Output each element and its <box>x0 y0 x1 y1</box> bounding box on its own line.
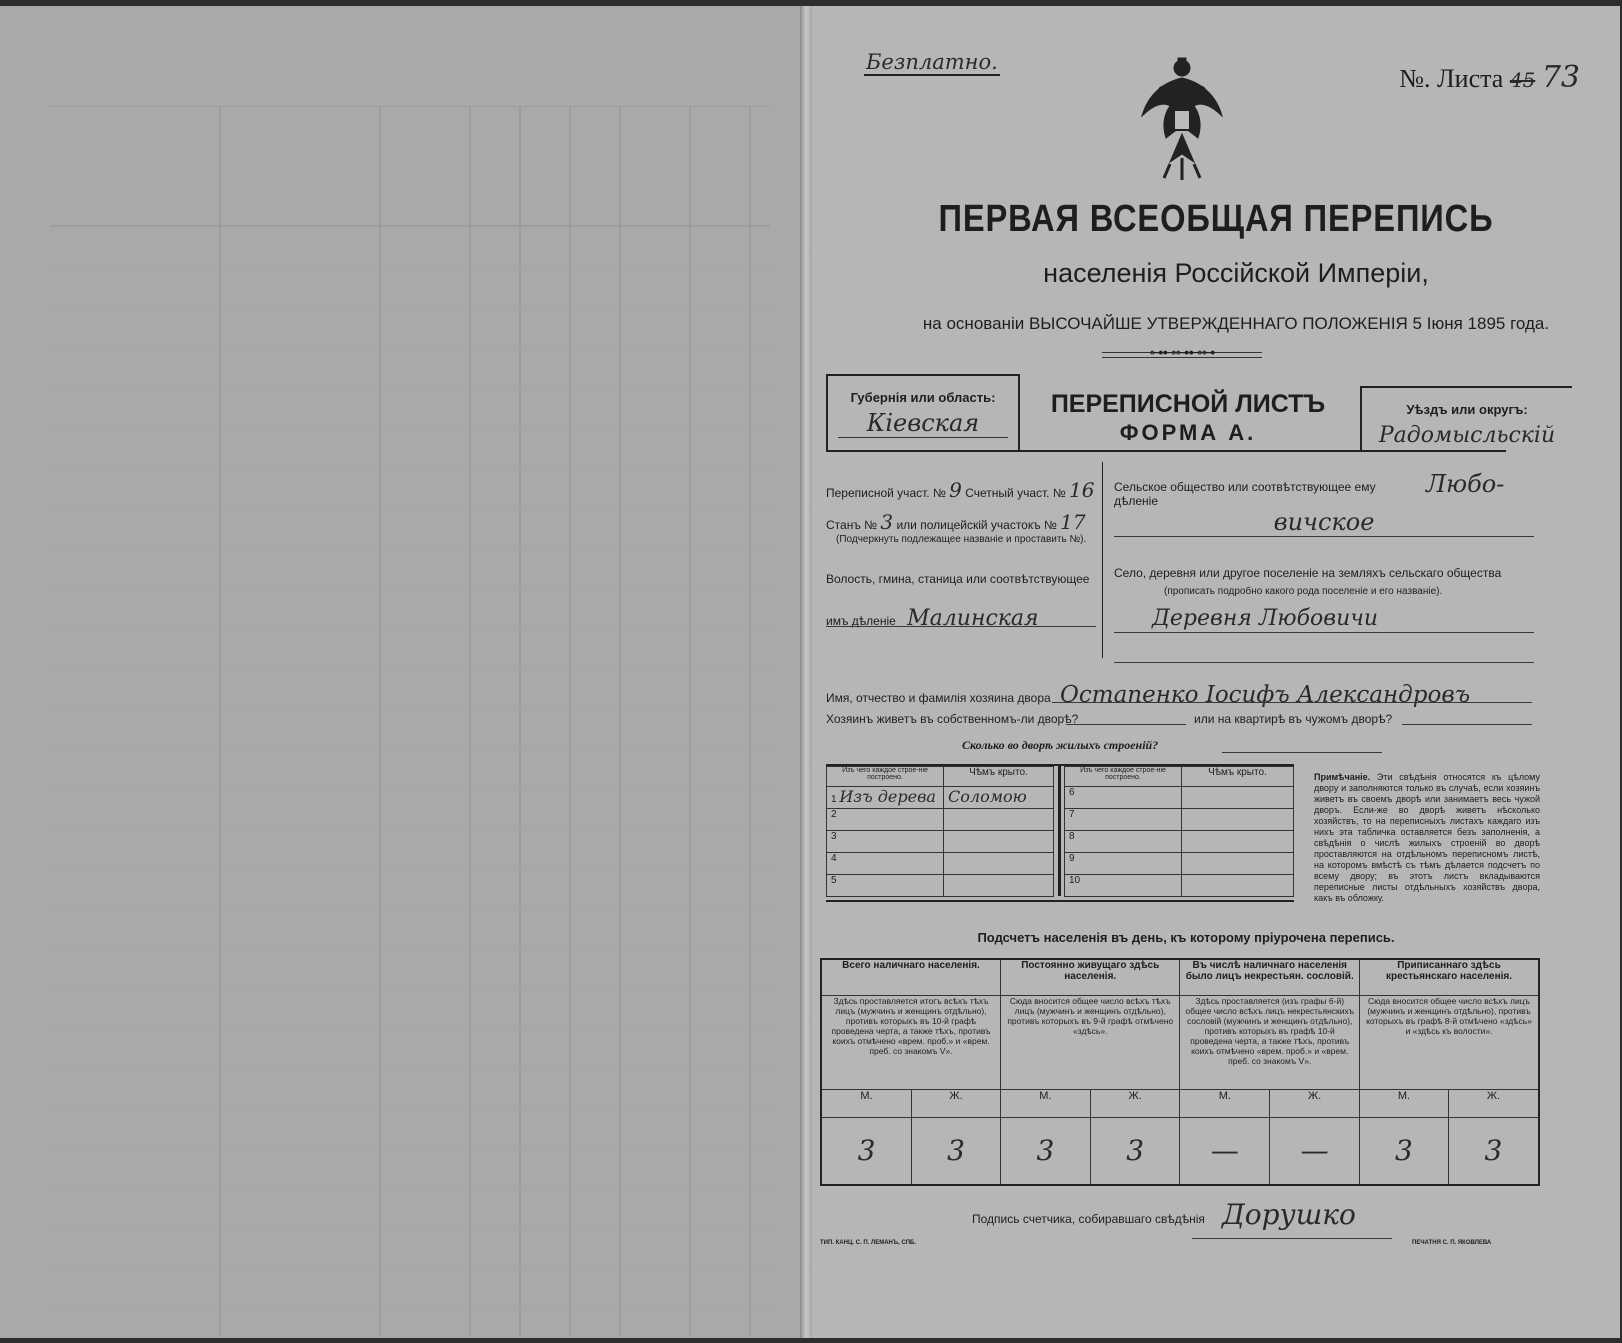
book-spine <box>800 6 812 1338</box>
society-value-2: вичское <box>1273 508 1375 536</box>
double-headed-eagle-emblem <box>1134 54 1230 182</box>
section-title: Всего наличнаго населенія. <box>821 959 1000 995</box>
table-row: 2 <box>827 809 1054 831</box>
form-label: ФОРМА А. <box>1119 420 1257 445</box>
society-label: Сельское общество или соотвѣтствующее ему дѣленіе <box>1114 480 1376 508</box>
census-area-row <box>826 478 1096 502</box>
census-area-value: 9 <box>949 478 962 502</box>
table-row: 5 <box>827 875 1054 897</box>
count-male: 3 <box>1000 1117 1090 1185</box>
material-value: Изъ дерева <box>839 787 936 806</box>
signature-value: Дорушко <box>1222 1198 1356 1231</box>
section-desc: Здѣсь проставляется итогъ всѣхъ тѣхъ лицъ (мужчинъ и женщинъ отдѣльно), противъ которыхъ въ 10-й графѣ проведена черта, а также тѣхъ, противъ коихъ отмѣчено «врем. проб.» и «врем. преб. со знакомъ V». <box>821 995 1000 1089</box>
count-area-value: 16 <box>1069 478 1095 502</box>
village-label: Село, деревня или другое поселеніе на земляхъ сельскаго общества <box>1114 566 1502 580</box>
volost-label: Волость, гмина, станица или соотвѣтствующее <box>826 572 1090 586</box>
col-roof-header: Чѣмъ крыто. <box>944 767 1054 787</box>
col-material-header: Изъ чего каждое строе-ніе построено. <box>1065 767 1182 787</box>
count-female: — <box>1270 1117 1360 1185</box>
table-row: 3 <box>827 831 1054 853</box>
buildings-label: Сколько во дворѣ жилыхъ строеній? <box>962 738 1159 752</box>
rented-label: или на квартирѣ въ чужомъ дворѣ? <box>1194 712 1393 726</box>
count-female: 3 <box>1448 1117 1539 1185</box>
male-header: М. <box>1180 1089 1270 1117</box>
count-area-label: Счетный участ. № <box>965 486 1066 500</box>
female-header: Ж. <box>1270 1089 1360 1117</box>
buildings-table-right <box>1064 766 1294 897</box>
buildings-table-left <box>826 766 1054 897</box>
count-female: 3 <box>912 1117 1001 1185</box>
province-label: Губернія или область: <box>850 390 996 405</box>
ornament-divider: ⊶⊷⊶⊷⊶ <box>1102 352 1262 358</box>
legal-basis: на основаніи ВЫСОЧАЙШЕ УТВЕРЖДЕННАГО ПОЛОЖЕНІЯ 5 Іюня 1895 года. <box>922 314 1550 333</box>
count-female: 3 <box>1090 1117 1180 1185</box>
owner-label: Имя, отчество и фамилія хозяина двора <box>826 691 1051 705</box>
table-row: 8 <box>1065 831 1294 853</box>
sheet-number-crossed: 45 <box>1509 68 1536 92</box>
table-row: 4 <box>827 853 1054 875</box>
female-header: Ж. <box>912 1089 1001 1117</box>
section-title: Въ числѣ наличнаго населенія было лицъ некрестьян. сословій. <box>1180 959 1360 995</box>
population-table <box>820 958 1540 1186</box>
volost-label-2: имъ дѣленіе <box>826 614 896 628</box>
volost-row <box>826 606 1096 631</box>
page-title: ПЕРВАЯ ВСЕОБЩАЯ ПЕРЕПИСЬ <box>938 198 1494 240</box>
sheet-number-value: 73 <box>1541 60 1580 95</box>
sheet-title: ПЕРЕПИСНОЙ ЛИСТЪ <box>1050 390 1326 418</box>
owner-value: Остапенко Іосифъ Александровъ <box>1060 682 1471 708</box>
census-form-page <box>812 6 1620 1338</box>
sheet-number <box>1399 60 1580 95</box>
male-header: М. <box>1000 1089 1090 1117</box>
table-row: 1 Изъ дерева Соломою <box>827 787 1054 809</box>
underline-note: (Подчеркнуть подлежащее названіе и проставить №). <box>836 534 1087 545</box>
stan-label: Станъ № <box>826 518 878 532</box>
buildings-table <box>826 764 1294 902</box>
free-label: Безплатно. <box>866 50 998 74</box>
table-row: 6 <box>1065 787 1294 809</box>
district-label: Уѣздъ или округъ: <box>1406 402 1528 417</box>
col-material-header: Изъ чего каждое строе-ніе построено. <box>827 767 944 787</box>
police-area-label: или полицейскій участокъ № <box>896 518 1057 532</box>
count-male: 3 <box>1359 1117 1448 1185</box>
left-page <box>0 6 800 1338</box>
district-box <box>1360 386 1572 452</box>
population-heading: Подсчетъ населенія въ день, къ которому пріурочена перепись. <box>977 930 1395 945</box>
note-heading: Примѣчаніе. <box>1314 772 1371 782</box>
page-subtitle: населенія Россійской Имперіи, <box>1043 258 1429 288</box>
male-header: М. <box>1359 1089 1448 1117</box>
note-block <box>1314 772 1540 904</box>
male-header: М. <box>821 1089 912 1117</box>
province-box <box>826 374 1020 452</box>
sheet-number-label: №. Листа <box>1399 64 1504 93</box>
section-desc: Здѣсь проставляется (изъ графы 6-й) общее число всѣхъ лицъ некрестьянскихъ сословій (мужчинъ и женщинъ отдѣльно), противъ которыхъ въ графѣ 10-й проведена черта, а также тѣхъ, противъ коихъ отмѣчено «врем. проб.» и «врем. преб. со знакомъ V». <box>1180 995 1360 1089</box>
stan-value: 3 <box>880 510 894 534</box>
female-header: Ж. <box>1448 1089 1539 1117</box>
signature-label: Подпись счетчика, собиравшаго свѣдѣнія <box>972 1212 1205 1226</box>
province-value: Кіевская <box>838 409 1008 438</box>
police-area-value: 17 <box>1060 510 1086 534</box>
roof-value: Соломою <box>944 787 1054 809</box>
printer-right: ПЕЧАТНЯ С. П. ЯКОВЛЕВА <box>1412 1240 1492 1246</box>
section-desc: Сюда вносится общее число всѣхъ лицъ (мужчинъ и женщинъ отдѣльно), противъ которыхъ въ графѣ 8-й отмѣчено «здѣсь» и «здѣсь къ волости». <box>1359 995 1539 1089</box>
bleed-through-grid <box>50 106 770 1336</box>
table-row: 9 <box>1065 853 1294 875</box>
section-title: Приписаннаго здѣсь крестьянскаго населенія. <box>1359 959 1539 995</box>
count-male: 3 <box>821 1117 912 1185</box>
stan-row <box>826 510 1096 534</box>
printer-left: ТИП. КАНЦ. С. П. ЛЕМАНЪ, СПБ. <box>820 1240 917 1246</box>
table-row: 7 <box>1065 809 1294 831</box>
female-header: Ж. <box>1090 1089 1180 1117</box>
district-value: Радомысльскій <box>1378 423 1556 448</box>
village-note: (прописать подробно какого рода поселеніе и его названіе). <box>1164 586 1443 597</box>
owner-row <box>826 682 1546 708</box>
note-text: Эти свѣдѣнія относятся къ цѣлому двору и заполняются только въ случаѣ, если хозяинъ живетъ въ своемъ дворѣ или занимаетъ весь чужой дворъ. Если-же во дворѣ живетъ нѣсколько хозяйствъ, то на переписныхъ листахъ каждаго изъ нихъ эта табличка оставляется безъ заполненія, а свѣдѣнія о числѣ жилыхъ строеній во дворѣ проставляются на отдѣльномъ переписномъ листѣ, на которомъ вмѣстѣ съ тѣмъ дѣлается подсчетъ по всему двору; въ этотъ листъ вкладываются переписные листы отдѣльныхъ хозяйствъ двора, какъ въ обложку. <box>1314 772 1540 903</box>
count-male: — <box>1180 1117 1270 1185</box>
col-roof-header: Чѣмъ крыто. <box>1182 767 1294 787</box>
section-title: Постоянно живущаго здѣсь населенія. <box>1000 959 1180 995</box>
census-area-label: Переписной участ. № <box>826 486 946 500</box>
village-value: Деревня Любовичи <box>1152 606 1379 631</box>
table-row: 10 <box>1065 875 1294 897</box>
society-value-1: Любо- <box>1426 470 1505 498</box>
own-yard-label: Хозяинъ живетъ въ собственномъ-ли дворѣ? <box>826 712 1079 726</box>
section-desc: Сюда вносится общее число всѣхъ тѣхъ лицъ (мужчинъ и женщинъ отдѣльно), противъ которыхъ въ 9-й графѣ отмѣчено «здѣсь». <box>1000 995 1180 1089</box>
volost-value: Малинская <box>907 606 1039 631</box>
